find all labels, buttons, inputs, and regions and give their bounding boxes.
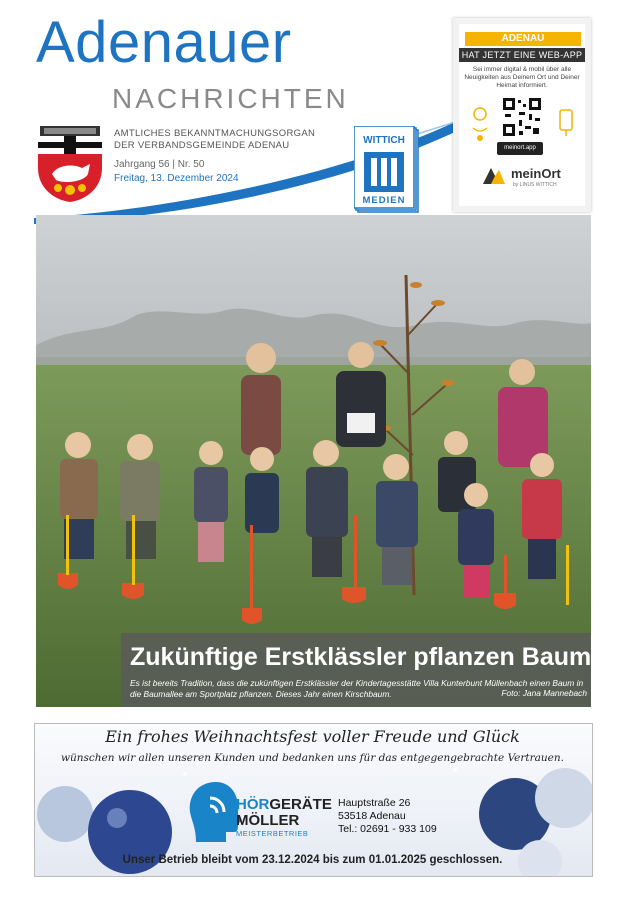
advert-thanks: wünschen wir allen unseren Kunden und bedanken uns für das entgegengebrachte Vertrauen.	[61, 752, 564, 764]
logo-line-1	[236, 796, 332, 813]
official-organ-note	[114, 128, 315, 152]
address-street: Hauptstraße 26	[338, 797, 411, 809]
meinort-logo-icon	[481, 164, 507, 186]
address-city: 53518 Adenau	[338, 810, 406, 822]
wittich-bottom-label: MEDIEN	[362, 195, 406, 206]
newspaper-title: Adenauer	[36, 10, 292, 75]
issue-number: Jahrgang 56 | Nr. 50	[114, 159, 205, 170]
logo-word-hoer: HÖR	[236, 796, 270, 813]
logo-word-meisterbetrieb: MEISTERBETRIEB	[236, 829, 309, 838]
advert-greeting: Ein frohes Weihnachtsfest voller Freude und Glück	[105, 727, 520, 746]
meinort-brand-sub: by LINUS WITTICH	[513, 182, 557, 188]
logo-word-moeller: MÖLLER	[236, 812, 300, 829]
newspaper-subtitle: NACHRICHTEN	[112, 83, 349, 114]
cover-caption: Es ist bereits Tradition, dass die zukünftigen Erstklässler der Kindertagesstätte Villa Kunterbunt Müllenbach einen Baum in die Baumallee am Sportplatz pflanzen. Dieses Jahr einen Kirschbaum.	[130, 678, 584, 699]
app-link[interactable]: meinort.app	[497, 142, 543, 155]
promo-text: Sei immer digital & mobil über alle Neuigkeiten aus Deinem Ort und Deiner Heimat informiert.	[464, 66, 580, 89]
issue-date: Freitag, 13. Dezember 2024	[114, 173, 239, 184]
promo-inner	[459, 24, 585, 206]
meinort-brand: meinOrt	[511, 166, 561, 181]
official-line-1: AMTLICHES BEKANNTMACHUNGSORGAN	[114, 128, 316, 139]
promo-headline: HAT JETZT EINE WEB-APP	[459, 48, 585, 62]
address-phone[interactable]: Tel.: 02691 - 933 109	[338, 823, 437, 835]
wittich-medien-logo	[354, 126, 420, 214]
web-app-promo[interactable]	[453, 18, 591, 212]
logo-word-geraete: GERÄTE	[269, 796, 332, 813]
coat-of-arms-icon	[34, 124, 106, 204]
cover-headline[interactable]: Zukünftige Erstklässler pflanzen Baum	[130, 643, 592, 671]
wittich-top-label: WITTICH	[363, 135, 405, 146]
promo-badge: ADENAU	[465, 32, 581, 46]
phone-icon	[555, 108, 577, 138]
qr-code-icon	[501, 96, 543, 138]
closing-notice: Unser Betrieb bleibt vom 23.12.2024 bis zum 01.01.2025 geschlossen.	[122, 854, 503, 866]
photo-credit: Foto: Jana Mannebach	[501, 688, 587, 698]
advert-address	[338, 797, 437, 836]
official-line-2: DER VERBANDSGEMEINDE ADENAU	[114, 140, 290, 151]
hoergeraete-moeller-logo	[186, 780, 332, 844]
lightbulb-icon	[469, 104, 491, 144]
